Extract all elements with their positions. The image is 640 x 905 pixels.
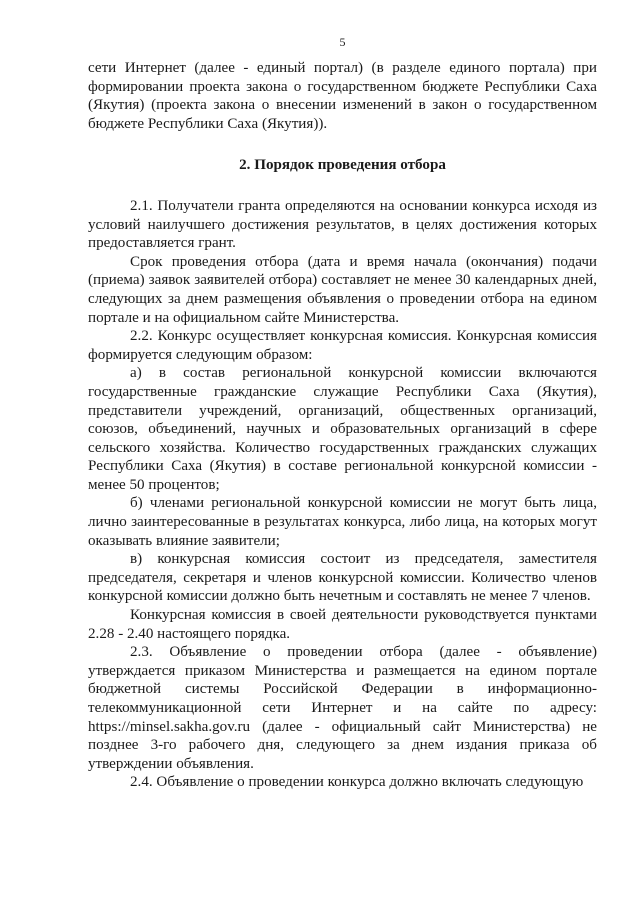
paragraph-2-4: 2.4. Объявление о проведении конкурса должно включать следующую [130,774,584,791]
intro-paragraph: сети Интернет (далее - единый портал) (в разделе единого портала) при формировании проекта закона о государственном бюджете Республики Саха (Якутия) (проекта закона о внесении изменений в закон о государственном бюджете Республики Саха (Якутия)). [88,60,597,132]
paragraph-2-3: 2.3. Объявление о проведении отбора (далее - объявление) утверждается приказом Министерства и размещается на едином портале бюджетной системы Российской Федерации в информационно-телекоммуникационной сети Интернет и на сайте по адресу: https://minsel.sakha.gov.ru (далее - официальный сайт Министерства) не позднее 3-го рабочего дня, следующего за днем издания приказа об утверждении объявления. [88,644,597,772]
paragraph-2-2: 2.2. Конкурс осуществляет конкурсная комиссия. Конкурсная комиссия формируется следующим образом: [88,328,597,363]
paragraph-2-2-a: а) в состав региональной конкурсной комиссии включаются государственные гражданские служащие Республики Саха (Якутия), представители учреждений, организаций, общественных организаций, союзов, объединений, научных и образовательных организаций в сфере сельского хозяйства. Количество государственных гражданских служащих Республики Саха (Якутия) в составе региональной конкурсной комиссии - менее 50 процентов; [88,365,597,493]
document-page [88,34,597,792]
paragraph-2-1: 2.1. Получатели гранта определяются на основании конкурса исходя из условий наилучшего достижения результатов, в целях достижения которых предоставляется грант. [88,197,597,252]
paragraph-2-2-b: б) членами региональной конкурсной комиссии не могут быть лица, лично заинтересованные в результатах конкурса, либо лица, на которых могут оказывать влияние заявители; [88,495,597,549]
paragraph-commission-rules: Конкурсная комиссия в своей деятельности руководствуется пунктами 2.28 - 2.40 настоящего порядка. [88,607,597,642]
paragraph-2-2-v: в) конкурсная комиссия состоит из председателя, заместителя председателя, секретаря и членов конкурсной комиссии. Количество членов конкурсной комиссии должно быть нечетным и составлять не менее 7 членов. [88,551,597,605]
page-number: 5 [339,35,346,49]
section-title: 2. Порядок проведения отбора [239,157,446,174]
paragraph-selection-period: Срок проведения отбора (дата и время начала (окончания) подачи (приема) заявок заявителей отбора) составляет не менее 30 календарных дней, следующих за днем размещения объявления о проведении отбора на едином портале и на официальном сайте Министерства. [88,253,597,326]
